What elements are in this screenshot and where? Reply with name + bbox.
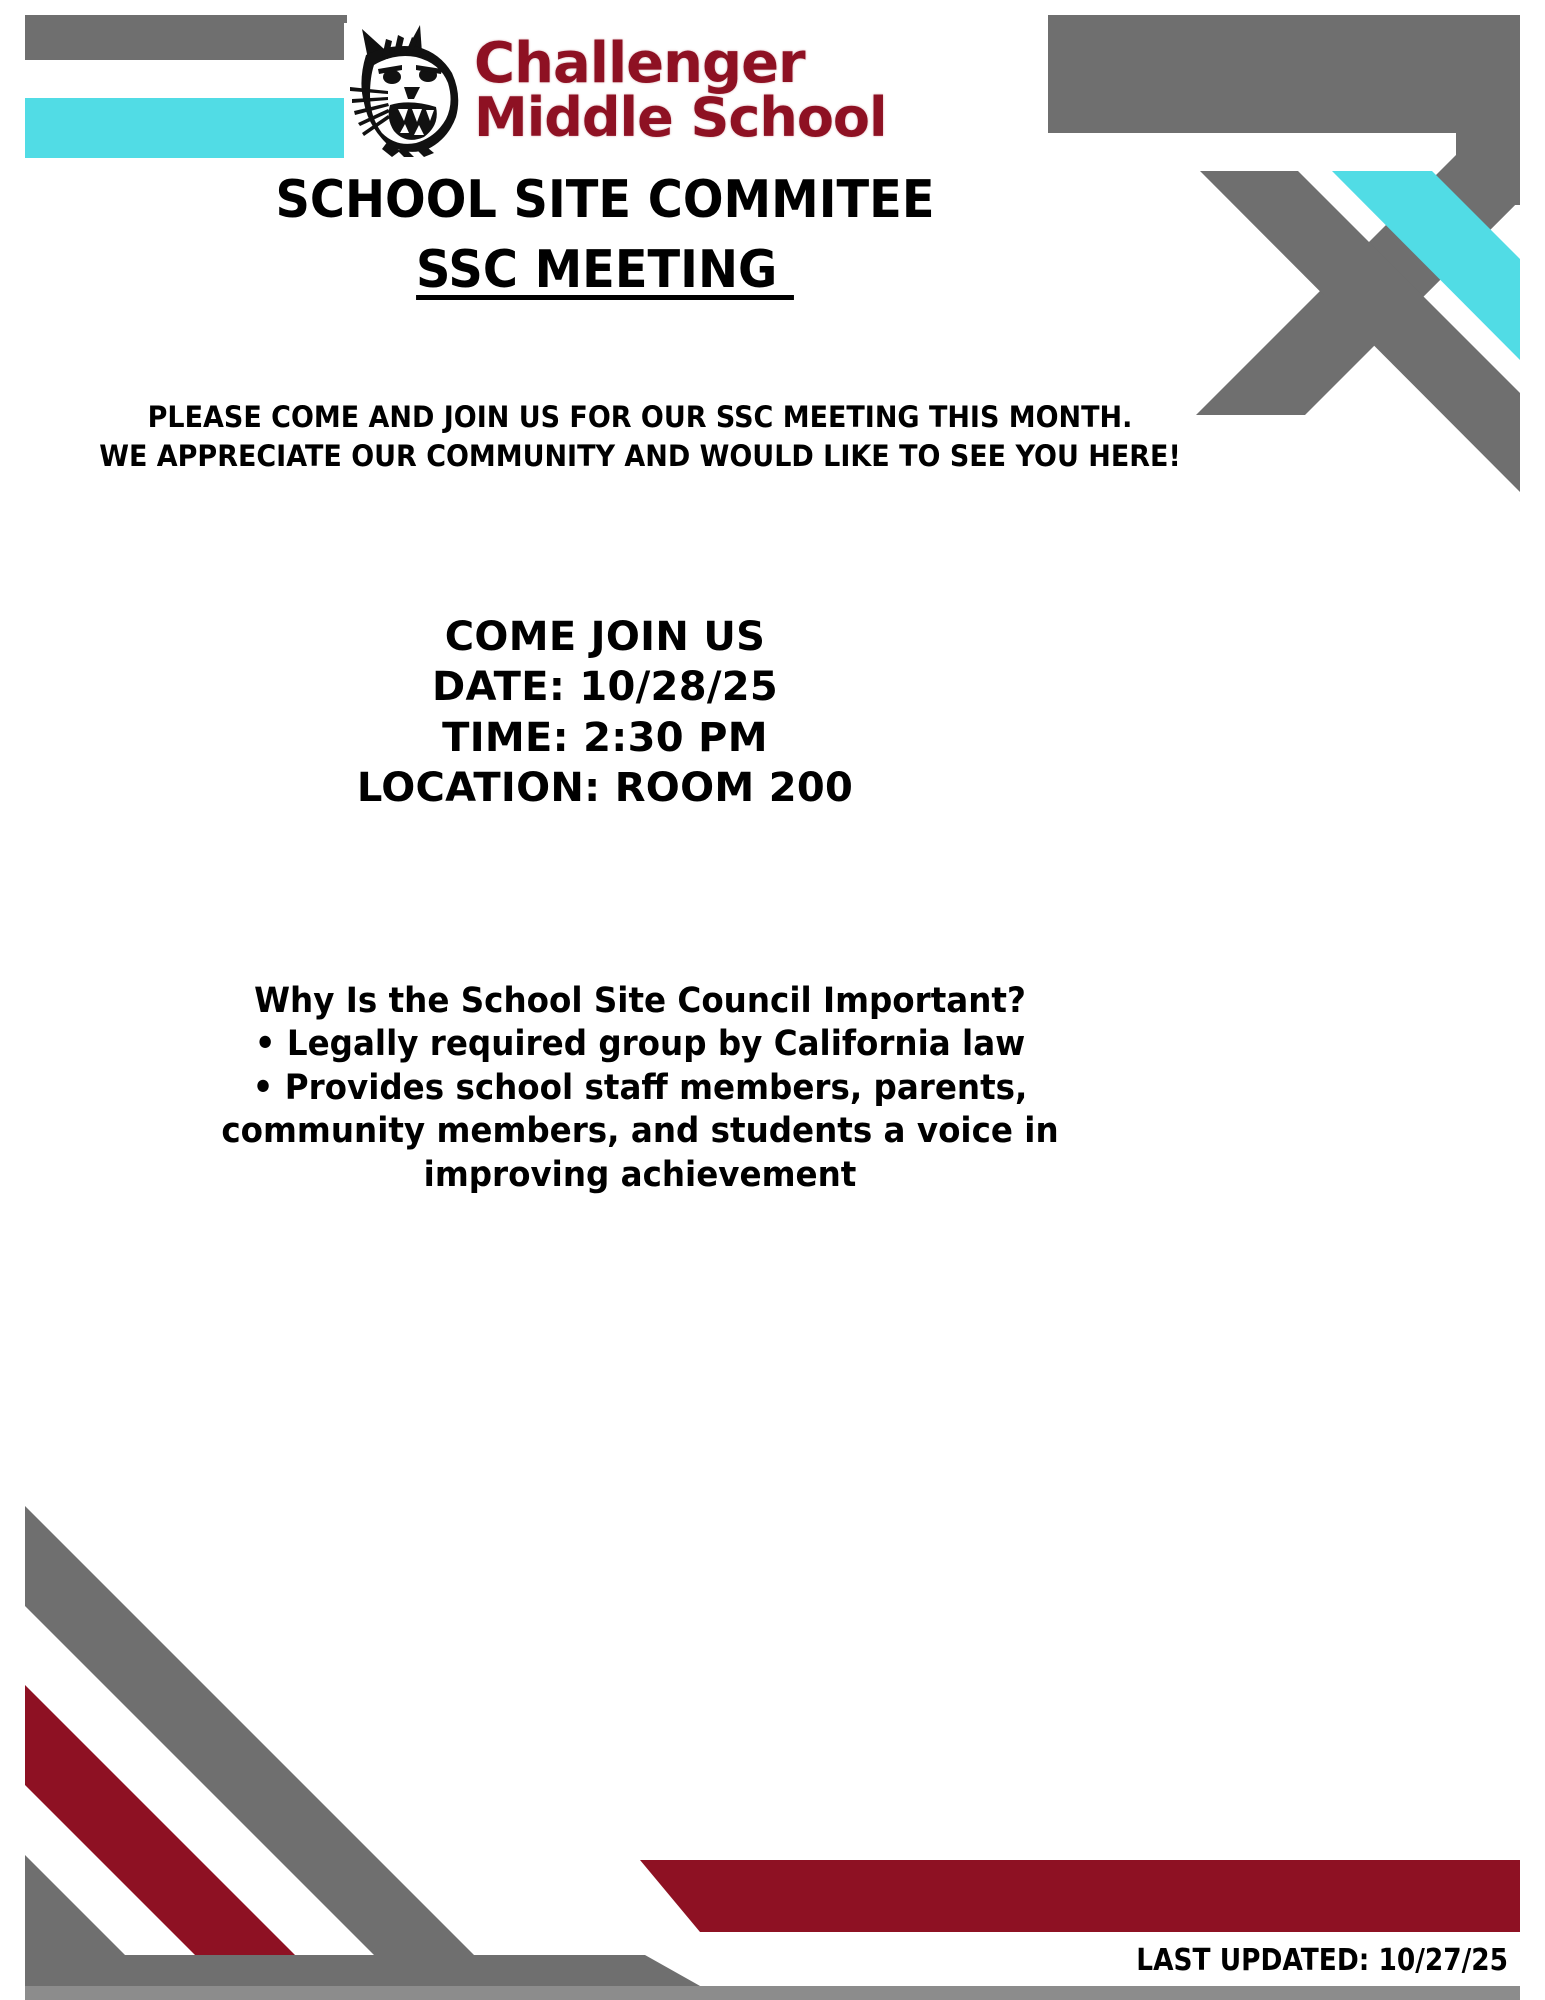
logo-line-challenger: Challenger: [474, 31, 805, 97]
details-location: LOCATION: ROOM 200: [356, 765, 854, 812]
details-date: DATE: 10/28/25: [432, 664, 778, 711]
why-bullet-2-line-2: community members, and students a voice in: [221, 1111, 1059, 1152]
details-time: TIME: 2:30 PM: [442, 714, 768, 761]
last-updated-label: LAST UPDATED: 10/27/25: [1136, 1943, 1508, 1978]
why-bullet-2-line-3: improving achievement: [423, 1154, 857, 1195]
details-call-to-action: COME JOIN US: [444, 614, 766, 660]
intro-paragraph: [45, 398, 1235, 475]
page-subtitle-text: SSC MEETING: [416, 240, 794, 300]
intro-line-1: PLEASE COME AND JOIN US FOR OUR SSC MEETING THIS MONTH.: [147, 400, 1133, 434]
why-section: [45, 980, 1235, 1197]
page-subtitle: [48, 240, 1161, 300]
logo-line-middle-school: Middle School: [474, 85, 887, 149]
why-bullet-1: • Legally required group by California law: [254, 1024, 1026, 1065]
meeting-details: [0, 612, 1210, 814]
why-bullet-2-line-1: • Provides school staff members, parents,: [252, 1067, 1028, 1108]
why-heading: Why Is the School Site Council Important?: [254, 981, 1026, 1021]
intro-line-2: WE APPRECIATE OUR COMMUNITY AND WOULD LIKE TO SEE YOU HERE!: [99, 438, 1181, 473]
page-title: SCHOOL SITE COMMITEE: [275, 170, 935, 230]
